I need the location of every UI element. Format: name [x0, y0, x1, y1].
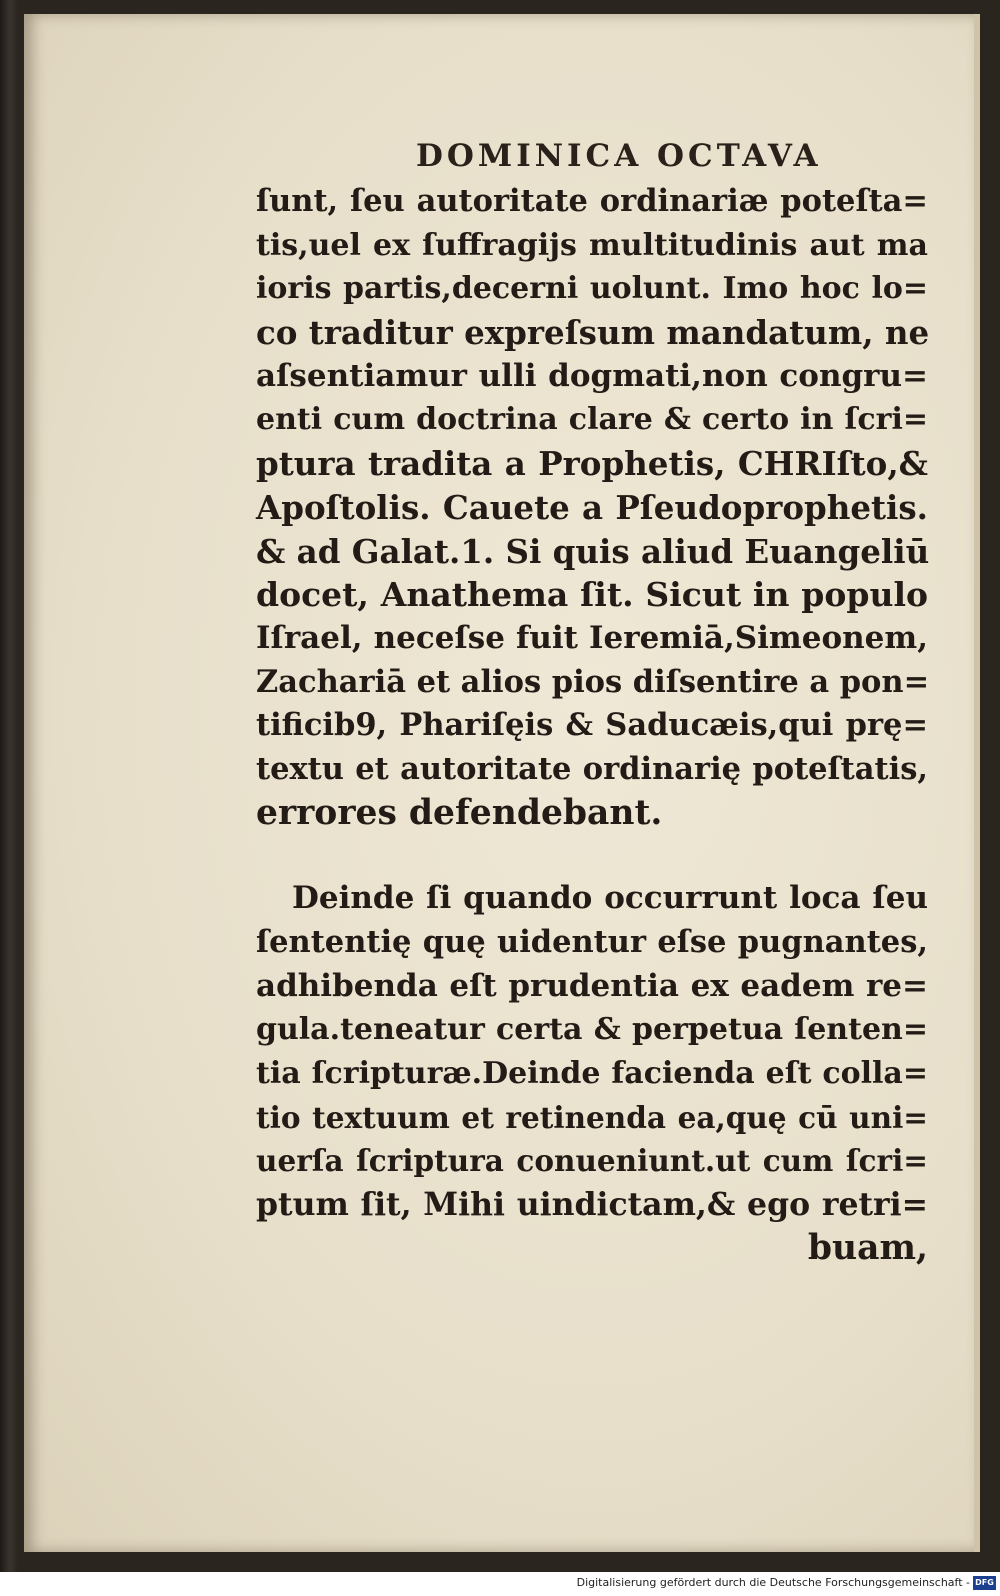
text-line: tia ſcripturæ.Deinde facienda eſt colla=: [256, 1056, 928, 1092]
footer-credit: Digitalisierung gefördert durch die Deutsche Forschungsgemeinschaft -: [576, 1576, 970, 1589]
dfg-logo-icon: DFG: [973, 1576, 996, 1590]
text-line: ſunt, ſeu autoritate ordinariæ poteſta=: [256, 183, 928, 219]
text-line: ptum ſit, Mihi uindictam,& ego retri=: [256, 1186, 928, 1224]
text-line: uerſa ſcriptura conueniunt.ut cum ſcri=: [256, 1143, 928, 1179]
digitization-footer: [0, 1572, 1000, 1596]
text-line: docet, Anathema ſit. Sicut in populo: [256, 575, 928, 615]
text-line: tificib9, Phariſęis & Saducæis,qui prę=: [256, 707, 928, 744]
text-line: ſententię quę uidentur eſse pugnantes,: [256, 924, 928, 960]
text-line: aſsentiamur ulli dogmati,non congru=: [256, 357, 928, 394]
paragraph-2: [256, 877, 928, 1270]
text-line: textu et autoritate ordinarię poteſtatis,: [256, 750, 928, 787]
text-line: ioris partis,decerni uolunt. Imo hoc lo=: [256, 271, 928, 307]
catchword: buam,: [807, 1227, 928, 1268]
text-block: [256, 180, 928, 1271]
text-line: tio textuum et retinenda ea,quę cū uni=: [256, 1099, 928, 1135]
text-line: Deinde ſi quando occurrunt loca ſeu: [292, 880, 928, 917]
text-line: tis,uel ex ſuffragijs multitudinis aut ma: [256, 227, 928, 263]
text-line: adhibenda eſt prudentia ex eadem re=: [256, 967, 928, 1004]
text-line: Apoſtolis. Cauete a Pſeudoprophetis.: [256, 487, 928, 527]
text-line: Zachariā et alios pios diſsentire a pon=: [256, 663, 930, 700]
paragraph-gap: [256, 835, 928, 877]
text-line: co traditur expreſsum mandatum, ne: [256, 313, 930, 353]
running-head: DOMINICA OCTAVA: [416, 138, 822, 174]
paragraph-1: [256, 180, 928, 835]
text-line: ptura tradita a Prophetis, CHRIſto,&: [256, 444, 928, 484]
text-line: & ad Galat.1. Si quis aliud Euangeliū: [256, 531, 930, 571]
text-line: gula.teneatur certa & perpetua ſenten=: [256, 1012, 928, 1048]
text-line: enti cum doctrina clare & certo in ſcri=: [256, 402, 928, 438]
text-line: Iſrael, neceſse fuit Ieremiā,Simeonem,: [256, 619, 928, 656]
text-line: errores defendebant.: [256, 792, 663, 833]
